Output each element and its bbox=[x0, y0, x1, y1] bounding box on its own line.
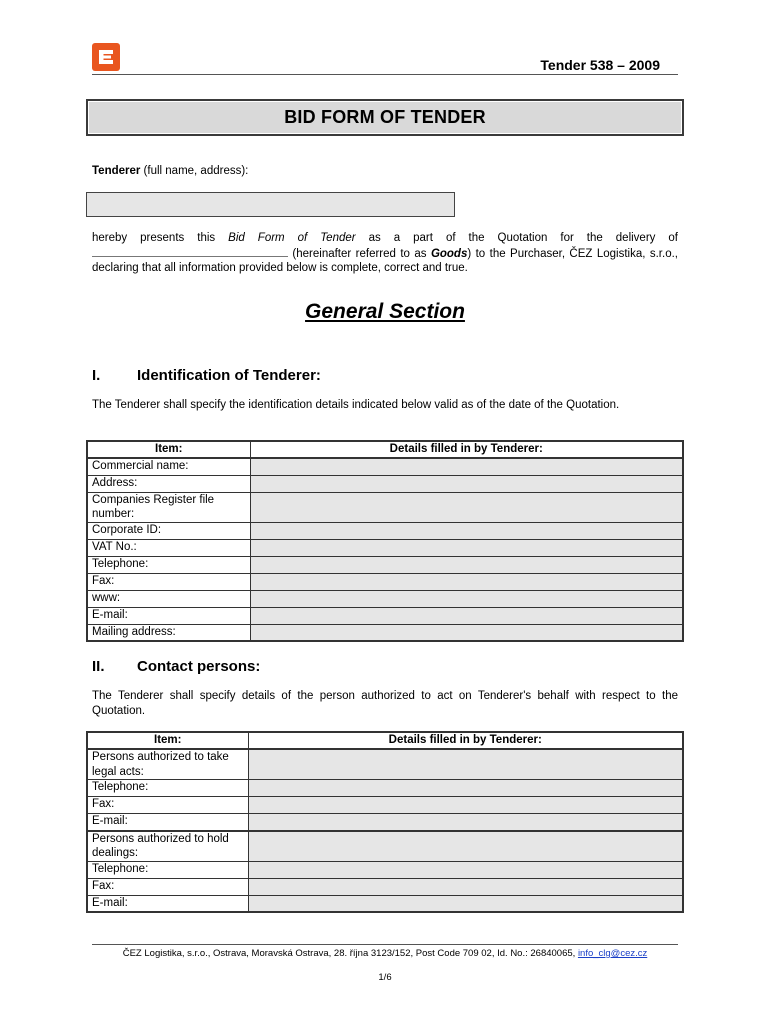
dealings-persons-field[interactable] bbox=[248, 831, 683, 862]
row-label: Mailing address: bbox=[87, 624, 250, 641]
fax-field[interactable] bbox=[250, 573, 683, 590]
goods-blank-field[interactable] bbox=[92, 246, 288, 257]
page-number: 1/6 bbox=[378, 972, 392, 983]
contact-persons-table bbox=[86, 731, 684, 913]
register-file-number-field[interactable] bbox=[250, 492, 683, 522]
page-title: BID FORM OF TENDER bbox=[86, 99, 684, 136]
cez-logo-icon bbox=[92, 43, 120, 71]
telephone-field[interactable] bbox=[250, 556, 683, 573]
section-1-text: The Tenderer shall specify the identification details indicated below valid as of the date of the Quotation. bbox=[92, 399, 620, 411]
row-label: Telephone: bbox=[87, 556, 250, 573]
row-label: E-mail: bbox=[87, 607, 250, 624]
column-header-item: Item: bbox=[87, 732, 248, 749]
footer-email-link[interactable]: info_clg@cez.cz bbox=[577, 948, 648, 959]
row-label: Corporate ID: bbox=[87, 522, 250, 539]
column-header-item: Item: bbox=[87, 441, 250, 458]
identification-table bbox=[86, 440, 684, 642]
general-section-heading: General Section bbox=[305, 300, 465, 323]
tenderer-field[interactable] bbox=[86, 192, 455, 217]
intro-paragraph: hereby presents this Bid Form of Tender as a part of the Quotation for the delivery of (hereinafter referred to as Goods) to the Purchaser, ČEZ Logistika, s.r.o., declaring that all information provided below is complete, correct and true. bbox=[92, 232, 678, 274]
row-label: Address: bbox=[87, 475, 250, 492]
row-label: Telephone: bbox=[87, 861, 248, 878]
dealings-telephone-field[interactable] bbox=[248, 861, 683, 878]
row-label: Persons authorized to hold dealings: bbox=[87, 831, 248, 862]
email-field[interactable] bbox=[250, 607, 683, 624]
address-field[interactable] bbox=[250, 475, 683, 492]
row-label: E-mail: bbox=[87, 814, 248, 831]
row-label: Fax: bbox=[87, 797, 248, 814]
legal-acts-persons-field[interactable] bbox=[248, 749, 683, 780]
legal-fax-field[interactable] bbox=[248, 797, 683, 814]
footer-address: ČEZ Logistika, s.r.o., Ostrava, Moravská Ostrava, 28. října 3123/152, Post Code 709 02, Id. No.: 26840065, info_clg@cez.cz bbox=[122, 948, 648, 959]
row-label: Companies Register file number: bbox=[87, 492, 250, 522]
row-label: Commercial name: bbox=[87, 458, 250, 475]
mailing-address-field[interactable] bbox=[250, 624, 683, 641]
www-field[interactable] bbox=[250, 590, 683, 607]
row-label: E-mail: bbox=[87, 895, 248, 912]
commercial-name-field[interactable] bbox=[250, 458, 683, 475]
column-header-details: Details filled in by Tenderer: bbox=[250, 441, 683, 458]
row-label: Fax: bbox=[87, 573, 250, 590]
corporate-id-field[interactable] bbox=[250, 522, 683, 539]
row-label: Fax: bbox=[87, 878, 248, 895]
header-divider bbox=[92, 74, 678, 75]
row-label: Persons authorized to take legal acts: bbox=[87, 749, 248, 780]
tender-reference: Tender 538 – 2009 bbox=[540, 57, 660, 73]
section-1-heading: I. Identification of Tenderer: bbox=[92, 367, 321, 384]
dealings-fax-field[interactable] bbox=[248, 878, 683, 895]
row-label: Telephone: bbox=[87, 780, 248, 797]
column-header-details: Details filled in by Tenderer: bbox=[248, 732, 683, 749]
footer-divider bbox=[92, 944, 678, 945]
row-label: www: bbox=[87, 590, 250, 607]
row-label: VAT No.: bbox=[87, 539, 250, 556]
tenderer-label: Tenderer (full name, address): bbox=[92, 165, 249, 177]
dealings-email-field[interactable] bbox=[248, 895, 683, 912]
legal-email-field[interactable] bbox=[248, 814, 683, 831]
section-2-text: The Tenderer shall specify details of the person authorized to act on Tenderer's behalf with respect to the Quotation. bbox=[92, 690, 678, 717]
legal-telephone-field[interactable] bbox=[248, 780, 683, 797]
section-2-heading: II. Contact persons: bbox=[92, 658, 261, 675]
vat-field[interactable] bbox=[250, 539, 683, 556]
